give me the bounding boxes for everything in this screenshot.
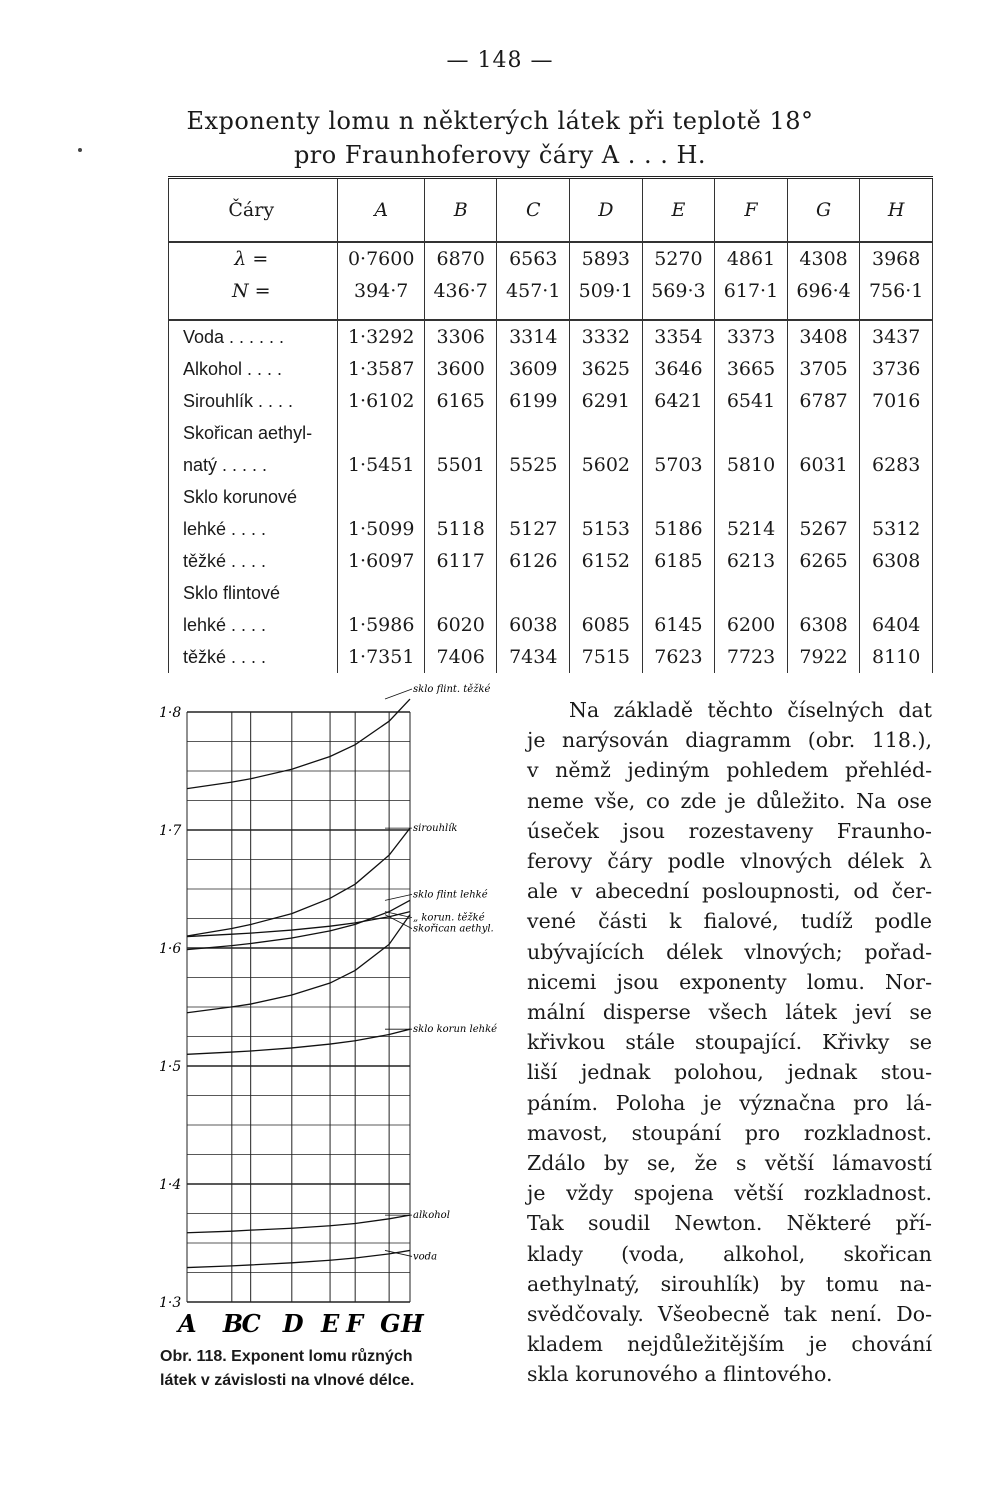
x-tick-label: F [346, 1309, 364, 1338]
ink-dot [78, 148, 82, 152]
title-line-1: Exponenty lomu n některých látek při teplotě 18° [186, 107, 814, 135]
row-label: Alkohol . . . . [169, 353, 338, 385]
table-cell: 3665 [715, 353, 788, 385]
table-cell [338, 577, 424, 609]
row-label: lehké . . . . [169, 609, 338, 641]
table-cell: F [715, 178, 788, 243]
table-cell: 6185 [642, 545, 715, 577]
curve-label: sklo flint lehké [413, 889, 488, 901]
body-line: ale v abecední posloupnosti, od čer- [527, 879, 932, 904]
table-row [169, 449, 933, 481]
table-row [169, 481, 933, 513]
table-cell: 617·1 [715, 275, 788, 307]
body-line: úseček jsou rozestaveny Fraunho- [527, 818, 932, 843]
table-cell: 6085 [570, 609, 643, 641]
table-cell: 3437 [860, 320, 933, 353]
table-cell [860, 481, 933, 513]
table-cell: 6291 [570, 385, 643, 417]
table-cell: 5893 [570, 242, 643, 275]
table-cell [570, 307, 643, 320]
table-cell: 6126 [497, 545, 570, 577]
body-line: vené části k fialové, tudíž podle [527, 909, 932, 934]
table-cell: 3373 [715, 320, 788, 353]
table-cell [497, 417, 570, 449]
curve-line [187, 1250, 410, 1267]
row-label: natý . . . . . [169, 449, 338, 481]
table-cell: 3736 [860, 353, 933, 385]
table-cell: 3408 [787, 320, 860, 353]
curve-line [187, 1029, 410, 1054]
curve-line [187, 828, 410, 936]
table-cell [642, 307, 715, 320]
x-tick-label: H [401, 1309, 424, 1338]
n-row [169, 275, 933, 307]
table-row [169, 353, 933, 385]
table-cell: 509·1 [570, 275, 643, 307]
refraction-table [168, 176, 933, 673]
table-cell [860, 307, 933, 320]
table-cell [424, 417, 497, 449]
row-label: lehké . . . . [169, 513, 338, 545]
table-cell: 6541 [715, 385, 788, 417]
table-cell: B [424, 178, 497, 243]
dispersion-chart [155, 684, 515, 1340]
table-cell: 6870 [424, 242, 497, 275]
table-cell: 1·6102 [338, 385, 424, 417]
table-cell: 3705 [787, 353, 860, 385]
table-cell: 5501 [424, 449, 497, 481]
table-cell: 5602 [570, 449, 643, 481]
row-label: Skořican aethyl- [169, 417, 338, 449]
table-cell: 6213 [715, 545, 788, 577]
body-line: páním. Poloha je význačna pro lá- [527, 1090, 932, 1115]
table-cell [715, 417, 788, 449]
curve-label: sirouhlík [413, 823, 458, 835]
table-cell: 5267 [787, 513, 860, 545]
curve-label: sklo korun lehké [413, 1024, 498, 1036]
table-cell [715, 577, 788, 609]
table-cell: 6152 [570, 545, 643, 577]
table-cell: 7016 [860, 385, 933, 417]
y-tick-label: 1·7 [159, 823, 182, 839]
curve-label: alkohol [413, 1210, 450, 1222]
body-line: liší jednak polohou, jednak stou- [527, 1060, 932, 1085]
table-cell: 3306 [424, 320, 497, 353]
figure-118 [155, 684, 515, 1390]
table-cell: 5118 [424, 513, 497, 545]
table-cell [497, 307, 570, 320]
table-row [169, 385, 933, 417]
body-line: v němž jediným pohledem přehléd- [527, 758, 932, 783]
table-cell [787, 481, 860, 513]
table-cell: 6165 [424, 385, 497, 417]
table-cell: 0·7600 [338, 242, 424, 275]
body-line: svědčovaly. Všeobecně tak není. Do- [527, 1302, 932, 1327]
header-row [169, 178, 933, 243]
curve-label: voda [413, 1251, 438, 1263]
table-cell [860, 417, 933, 449]
table-cell: 6199 [497, 385, 570, 417]
row-label: těžké . . . . [169, 545, 338, 577]
body-line: Zdálo by se, že s větší lámavostí [527, 1151, 932, 1176]
table-cell: 5312 [860, 513, 933, 545]
table-cell: 756·1 [860, 275, 933, 307]
curve-line [187, 900, 410, 949]
table-cell [338, 481, 424, 513]
table-cell: 5703 [642, 449, 715, 481]
body-line: skla korunového a flintového. [527, 1362, 833, 1387]
table-cell: 3354 [642, 320, 715, 353]
table-cell: E [642, 178, 715, 243]
x-tick-label: B [222, 1309, 244, 1338]
table-cell [338, 307, 424, 320]
table-cell: 6117 [424, 545, 497, 577]
table-cell [787, 307, 860, 320]
row-label: Čáry [169, 178, 338, 243]
table-cell: 6787 [787, 385, 860, 417]
row-label: Sirouhlík . . . . [169, 385, 338, 417]
caption-line-2: látek v závislosti na vlnové délce. [160, 1372, 415, 1389]
table-cell: 6283 [860, 449, 933, 481]
table-cell: 6038 [497, 609, 570, 641]
table-cell: G [787, 178, 860, 243]
table-row [169, 641, 933, 673]
table-row [169, 417, 933, 449]
table-cell [642, 577, 715, 609]
table-cell [570, 577, 643, 609]
table-cell: 5270 [642, 242, 715, 275]
table-cell [787, 577, 860, 609]
body-line: Tak soudil Newton. Některé pří- [527, 1211, 932, 1236]
table-cell: 1·3292 [338, 320, 424, 353]
table-cell [497, 577, 570, 609]
x-tick-label: C [241, 1309, 261, 1338]
table-cell [642, 417, 715, 449]
curve-label: „ korun. těžké [413, 912, 485, 924]
table-cell: 3332 [570, 320, 643, 353]
curve-leader [385, 689, 412, 699]
body-line: neme vše, co zde je důležito. Na ose [527, 788, 932, 813]
table-cell [715, 307, 788, 320]
table-cell: 569·3 [642, 275, 715, 307]
table-cell [642, 481, 715, 513]
table-cell: 7922 [787, 641, 860, 673]
table-cell: 7515 [570, 641, 643, 673]
table-cell: A [338, 178, 424, 243]
table-cell [497, 481, 570, 513]
table-cell [787, 417, 860, 449]
gap-row [169, 307, 933, 320]
table-cell: 3314 [497, 320, 570, 353]
y-tick-label: 1·6 [159, 941, 182, 957]
x-tick-label: E [321, 1309, 340, 1338]
table-cell: H [860, 178, 933, 243]
table-cell: 1·5986 [338, 609, 424, 641]
title-line-2: pro Fraunhoferovy čáry A . . . H. [293, 141, 707, 169]
body-line: je vždy spojena větší rozkladnost. [527, 1181, 932, 1206]
table-cell: 7434 [497, 641, 570, 673]
table-row [169, 577, 933, 609]
row-label: Sklo korunové [169, 481, 338, 513]
table-cell [715, 481, 788, 513]
row-label: těžké . . . . [169, 641, 338, 673]
body-line: kladem nejdůležitějším je chování [527, 1332, 932, 1357]
table-cell: 6145 [642, 609, 715, 641]
table-cell: 7406 [424, 641, 497, 673]
curve-line [187, 1215, 410, 1233]
table-cell [424, 577, 497, 609]
table-cell: 5810 [715, 449, 788, 481]
table-cell: 3600 [424, 353, 497, 385]
table-cell: 4308 [787, 242, 860, 275]
table-cell [424, 481, 497, 513]
table-cell: 6563 [497, 242, 570, 275]
table-cell: 1·3587 [338, 353, 424, 385]
row-label: Voda . . . . . . [169, 320, 338, 353]
table-cell: 3646 [642, 353, 715, 385]
table-cell: 7623 [642, 641, 715, 673]
y-tick-label: 1·8 [159, 705, 182, 721]
body-line: nicemi jsou exponenty lomu. Nor- [527, 969, 932, 994]
caption-line-1: Obr. 118. Exponent lomu různých [160, 1348, 413, 1365]
body-line: mavost, stoupání pro rozkladnost. [527, 1120, 932, 1145]
table-cell: 457·1 [497, 275, 570, 307]
table-cell [570, 481, 643, 513]
table-row [169, 320, 933, 353]
body-line: Na základě těchto číselných dat [569, 698, 932, 722]
x-tick-label: G [380, 1309, 401, 1338]
page-number: — 148 — [446, 48, 554, 73]
table-cell: 1·6097 [338, 545, 424, 577]
body-line: mální disperse všech látek jeví se [527, 1000, 932, 1025]
table-cell: 6020 [424, 609, 497, 641]
row-label: λ = [169, 242, 338, 275]
table-cell: 7723 [715, 641, 788, 673]
table-cell: 6200 [715, 609, 788, 641]
row-label [169, 307, 338, 320]
table-cell: 4861 [715, 242, 788, 275]
table-cell: 1·7351 [338, 641, 424, 673]
y-tick-label: 1·4 [159, 1177, 182, 1193]
table-cell [338, 417, 424, 449]
body-text [527, 695, 932, 1390]
body-line: aethylnatý, sirouhlík) by tomu na- [527, 1271, 932, 1296]
table-cell: 6308 [787, 609, 860, 641]
table-cell: 5525 [497, 449, 570, 481]
y-tick-label: 1·5 [159, 1059, 182, 1075]
body-line: křivkou stále stoupající. Křivky se [527, 1030, 932, 1055]
table-cell: 6404 [860, 609, 933, 641]
table-cell: 696·4 [787, 275, 860, 307]
table-title [150, 104, 850, 172]
table-cell: 3968 [860, 242, 933, 275]
table-cell: 1·5099 [338, 513, 424, 545]
table-cell: 6265 [787, 545, 860, 577]
table-cell: 394·7 [338, 275, 424, 307]
figure-caption [160, 1345, 510, 1393]
table-cell: 5127 [497, 513, 570, 545]
table-cell [570, 417, 643, 449]
curve-label: sklo flint. těžké [413, 684, 491, 696]
table-cell: 6308 [860, 545, 933, 577]
body-line: ubývajících délek vlnových; pořad- [527, 939, 932, 964]
table-row [169, 545, 933, 577]
table-cell: 5186 [642, 513, 715, 545]
body-line: je narýsován diagramm (obr. 118.), [527, 728, 932, 753]
y-tick-label: 1·3 [159, 1295, 182, 1311]
table-cell: 5153 [570, 513, 643, 545]
table-cell [860, 577, 933, 609]
table-row [169, 513, 933, 545]
table-cell: C [497, 178, 570, 243]
table-row [169, 609, 933, 641]
curve-line [187, 912, 410, 937]
table-cell: 3625 [570, 353, 643, 385]
table-cell: 5214 [715, 513, 788, 545]
table-cell: 1·5451 [338, 449, 424, 481]
table-cell: D [570, 178, 643, 243]
table-cell: 436·7 [424, 275, 497, 307]
lambda-row [169, 242, 933, 275]
table-cell: 6421 [642, 385, 715, 417]
table-cell: 8110 [860, 641, 933, 673]
body-line: klady (voda, alkohol, skořican [527, 1241, 932, 1266]
x-tick-label: A [178, 1309, 197, 1338]
row-label: Sklo flintové [169, 577, 338, 609]
table-cell [424, 307, 497, 320]
table-cell: 3609 [497, 353, 570, 385]
body-line: ferovy čáry podle vlnových délek λ [527, 849, 932, 874]
row-label: N = [169, 275, 338, 307]
x-tick-label: D [282, 1309, 304, 1338]
table-cell: 6031 [787, 449, 860, 481]
curve-label: skořican aethyl. [413, 923, 494, 935]
